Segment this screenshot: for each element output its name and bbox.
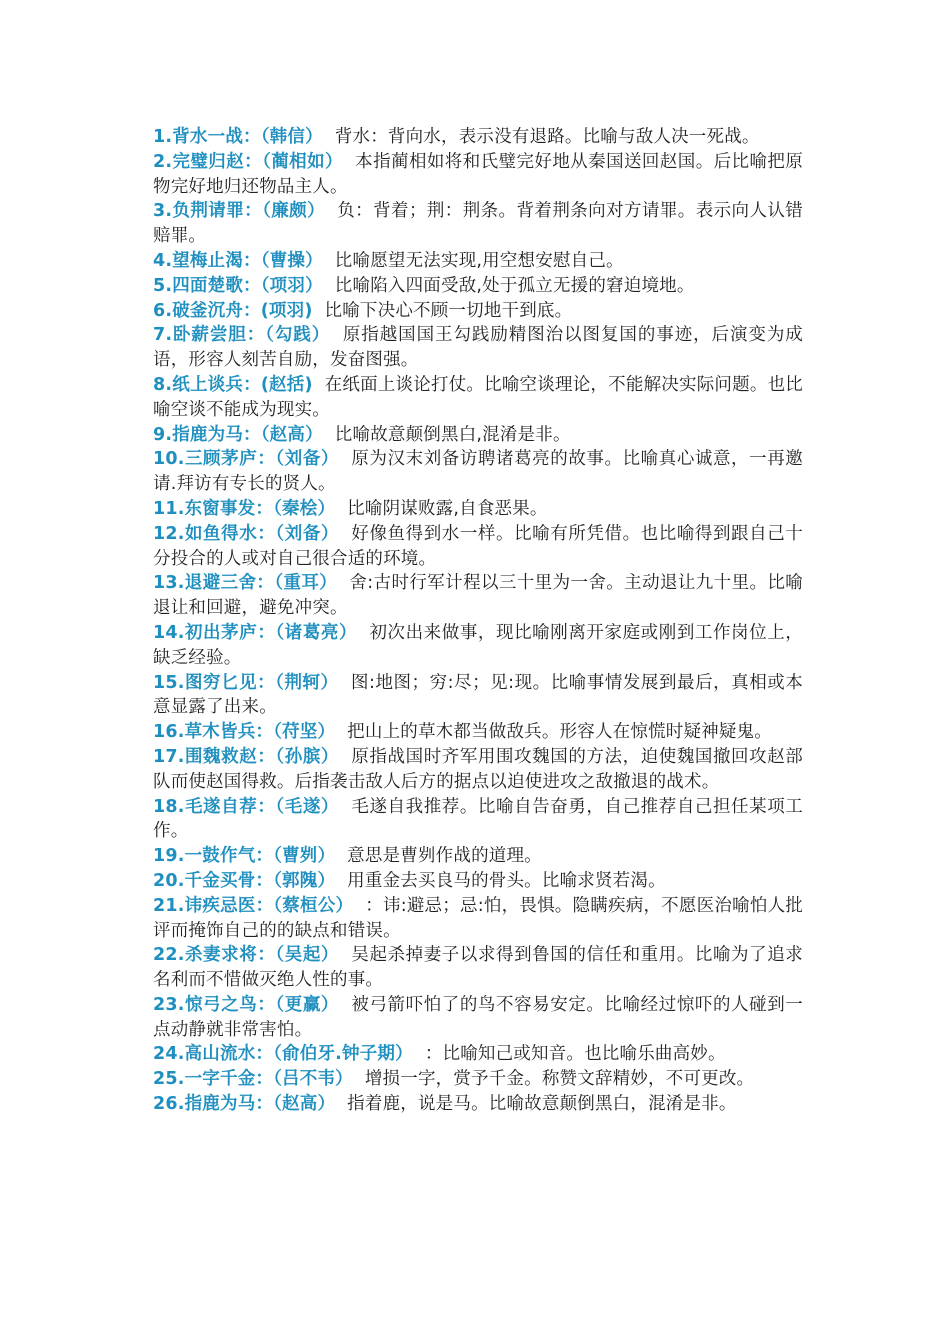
idiom-description: 指着鹿，说是马。比喻故意颠倒黑白，混淆是非。	[347, 1094, 737, 1115]
idiom-person: （苻坚）	[273, 722, 336, 743]
idiom-description: 原指越国国王勾践励精图治以图复国的事迹，后演变为成语，形容人刻苦自励，发奋图强。	[153, 325, 803, 371]
idiom-description: 舍:古时行军计程以三十里为一舍。主动退让九十里。比喻退让和回避，避免冲突。	[153, 573, 803, 619]
idiom-title: 12.如鱼得水	[153, 523, 258, 544]
idiom-title: 25.一字千金	[153, 1069, 256, 1090]
idiom-person: （诸葛亮）	[275, 622, 358, 643]
idiom-person: （蔡桓公）	[273, 895, 354, 916]
idiom-title: 19.一鼓作气	[153, 846, 256, 867]
idiom-title: 2.完璧归赵	[153, 151, 245, 172]
idiom-title: 26.指鹿为马	[153, 1094, 256, 1115]
idiom-description: 吴起杀掉妻子以求得到鲁国的信任和重用。比喻为了追求名利而不惜做灭绝人性的事。	[153, 945, 804, 991]
idiom-description: 负：背着；荆：荆条。背着荆条向对方请罪。表示向人认错赔罪。	[153, 201, 804, 247]
idiom-person: （毛遂）	[275, 796, 339, 817]
idiom-title: 16.草木皆兵	[153, 722, 256, 743]
idiom-entry	[153, 249, 803, 274]
idiom-entry	[153, 795, 803, 845]
idiom-description: 本指蔺相如将和氏璧完好地从秦国送回赵国。后比喻把原物完好地归还物品主人。	[153, 151, 804, 197]
idiom-separator: ：	[255, 895, 274, 916]
idiom-title: 10.三顾茅庐	[153, 449, 258, 470]
idiom-description: 好像鱼得到水一样。比喻有所凭借。也比喻得到跟自己十分投合的人或对自己很合适的环境。	[153, 523, 804, 569]
idiom-list	[153, 125, 803, 1117]
idiom-person: （重耳）	[274, 573, 338, 594]
idiom-description: 背水：背向水，表示没有退路。比喻与敌人决一死战。	[334, 127, 760, 147]
idiom-description: 意思是曹刿作战的道理。	[347, 846, 542, 867]
idiom-separator: ：	[255, 722, 274, 743]
idiom-entry	[153, 373, 803, 423]
idiom-description: 把山上的草木都当做敌兵。形容人在惊慌时疑神疑鬼。	[347, 722, 772, 743]
idiom-entry	[153, 844, 803, 869]
idiom-person: （赵高）	[273, 1094, 336, 1115]
idiom-entry	[153, 571, 803, 621]
idiom-separator: ：	[255, 1094, 274, 1115]
idiom-person: （韩信）	[260, 127, 323, 147]
idiom-separator: ：	[243, 127, 261, 147]
idiom-description: 在纸面上谈论打仗。比喻空谈理论，不能解决实际问题。也比喻空谈不能成为现实。	[153, 374, 803, 420]
idiom-separator: ：	[257, 523, 276, 544]
idiom-entry	[153, 869, 803, 894]
idiom-separator: ：	[243, 374, 261, 395]
idiom-entry	[153, 274, 803, 299]
idiom-separator: ：	[256, 573, 275, 594]
idiom-title: 6.破釜沉舟	[153, 300, 244, 321]
idiom-person: （吴起）	[275, 945, 339, 966]
idiom-entry	[153, 447, 803, 497]
idiom-description: 用重金去买良马的骨头。比喻求贤若渴。	[347, 870, 666, 891]
idiom-person: （更赢）	[275, 994, 339, 1015]
idiom-separator: ：	[243, 424, 261, 445]
idiom-entry	[153, 125, 803, 150]
idiom-title: 7.卧薪尝胆	[153, 325, 247, 346]
idiom-entry	[153, 1067, 803, 1092]
idiom-separator: ：	[246, 325, 266, 346]
idiom-entry	[153, 745, 803, 795]
idiom-title: 9.指鹿为马	[153, 424, 244, 445]
idiom-person: （赵高）	[260, 424, 323, 445]
idiom-entry	[153, 522, 803, 572]
idiom-entry	[153, 621, 803, 671]
idiom-title: 5.四面楚歌	[153, 275, 244, 296]
idiom-person: (赵括)	[260, 374, 313, 395]
idiom-separator: ：	[243, 300, 261, 321]
idiom-title: 22.杀妻求将	[153, 945, 258, 966]
idiom-person: （郭隗）	[273, 870, 336, 891]
idiom-person: （刘备）	[275, 523, 339, 544]
idiom-title: 3.负荆请罪	[153, 201, 245, 222]
idiom-separator: ：	[255, 1044, 274, 1065]
idiom-description: 原指战国时齐军用围攻魏国的方法，迫使魏国撤回攻赵部队而使赵国得救。后指袭击敌人后方的据点以迫使进攻之敌撤退的战术。	[153, 746, 804, 792]
idiom-separator: ：	[257, 672, 276, 693]
idiom-description: 增损一字，赏予千金。称赞文辞精妙，不可更改。	[364, 1069, 755, 1090]
idiom-description: 初次出来做事，现比喻刚离开家庭或刚到工作岗位上，缺乏经验。	[153, 622, 803, 668]
idiom-separator: ：	[244, 151, 263, 172]
idiom-entry	[153, 423, 803, 448]
idiom-entry	[153, 671, 803, 721]
idiom-description: 原为汉末刘备访聘诸葛亮的故事。比喻真心诚意，一再邀请.拜访有专长的贤人。	[153, 449, 804, 495]
idiom-person: （曹操）	[260, 250, 323, 271]
idiom-description: 比喻陷入四面受敌,处于孤立无援的窘迫境地。	[334, 275, 695, 296]
idiom-entry	[153, 199, 803, 249]
idiom-person: （秦桧）	[273, 498, 336, 519]
idiom-title: 13.退避三舍	[153, 573, 257, 594]
idiom-title: 23.惊弓之鸟	[153, 994, 258, 1015]
idiom-description: 比喻阴谋败露,自食恶果。	[347, 498, 548, 519]
idiom-entry	[153, 323, 803, 373]
idiom-description: 图:地图；穷:尽；见:现。比喻事情发展到最后，真相或本意显露了出来。	[153, 672, 803, 718]
idiom-title: 24.高山流水	[153, 1044, 256, 1065]
idiom-title: 4.望梅止渴	[153, 250, 244, 271]
idiom-separator: ：	[255, 870, 274, 891]
idiom-separator: ：	[257, 945, 276, 966]
idiom-person: （勾践）	[265, 325, 331, 346]
idiom-description: 比喻故意颠倒黑白,混淆是非。	[334, 424, 571, 445]
idiom-title: 1.背水一战	[153, 127, 244, 147]
idiom-separator: ：	[257, 449, 276, 470]
idiom-separator: ：	[255, 498, 274, 519]
idiom-person: （刘备）	[275, 449, 339, 470]
idiom-title: 15.图穷匕见	[153, 672, 258, 693]
idiom-description: 毛遂自我推荐。比喻自告奋勇，自己推荐自己担任某项工作。	[153, 796, 804, 842]
idiom-title: 18.毛遂自荐	[153, 796, 258, 817]
idiom-title: 17.围魏救赵	[153, 746, 258, 767]
idiom-separator: ：	[257, 622, 276, 643]
idiom-description: 比喻愿望无法实现,用空想安慰自己。	[334, 250, 624, 271]
idiom-person: （俞伯牙.钟子期）	[273, 1044, 413, 1065]
idiom-entry	[153, 299, 803, 324]
idiom-title: 21.讳疾忌医	[153, 895, 256, 916]
idiom-separator: ：	[244, 201, 263, 222]
idiom-title: 11.东窗事发	[153, 498, 256, 519]
idiom-person: （荆轲）	[275, 672, 339, 693]
idiom-entry	[153, 1042, 803, 1067]
idiom-entry	[153, 1092, 803, 1117]
idiom-description: ：讳:避忌；忌:怕，畏惧。隐瞒疾病，不愿医治喻怕人批评而掩饰自己的的缺点和错误。	[153, 895, 803, 941]
idiom-separator: ：	[255, 1069, 274, 1090]
idiom-person: （蔺相如）	[262, 151, 343, 172]
idiom-entry	[153, 993, 803, 1043]
idiom-description: ：比喻知己或知音。也比喻乐曲高妙。	[424, 1044, 726, 1065]
idiom-person: （项羽）	[260, 275, 323, 296]
idiom-entry	[153, 720, 803, 745]
idiom-description: 比喻下决心不顾一切地干到底。	[324, 300, 573, 321]
idiom-entry	[153, 894, 803, 944]
idiom-title: 14.初出茅庐	[153, 622, 258, 643]
idiom-person: （曹刿）	[273, 846, 336, 867]
idiom-separator: ：	[255, 846, 274, 867]
idiom-separator: ：	[257, 994, 276, 1015]
idiom-separator: ：	[257, 746, 276, 767]
idiom-separator: ：	[243, 250, 261, 271]
idiom-description: 被弓箭吓怕了的鸟不容易安定。比喻经过惊吓的人碰到一点动静就非常害怕。	[153, 994, 804, 1040]
idiom-separator: ：	[243, 275, 261, 296]
idiom-entry	[153, 497, 803, 522]
idiom-person: （吕不韦）	[273, 1069, 353, 1090]
idiom-person: （廉颇）	[262, 201, 326, 222]
idiom-entry	[153, 943, 803, 993]
idiom-entry	[153, 150, 803, 200]
idiom-title: 8.纸上谈兵	[153, 374, 244, 395]
idiom-title: 20.千金买骨	[153, 870, 256, 891]
idiom-separator: ：	[257, 796, 276, 817]
idiom-person: （孙膑）	[275, 746, 339, 767]
idiom-person: (项羽)	[260, 300, 313, 321]
